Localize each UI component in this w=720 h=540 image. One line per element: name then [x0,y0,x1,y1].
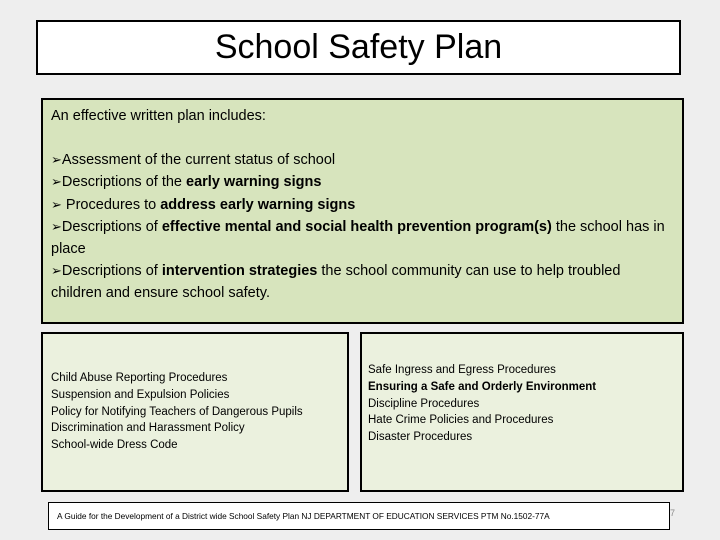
arrow-bullet-icon: ➢ [51,263,62,278]
policies-box [41,332,349,492]
bullet-bold-text: early warning signs [186,174,322,190]
procedures-box [360,332,684,492]
list-item: Safe Ingress and Egress Procedures [368,364,556,376]
list-item: Discipline Procedures [368,397,480,410]
list-item: Suspension and Expulsion Policies [51,388,230,401]
bullet-text-tail: the school has in place [51,219,665,257]
bullet-text: Descriptions of the [61,174,187,190]
bullet-item-5 [51,260,674,304]
list-item: Hate Crime Policies and Procedures [368,414,554,427]
bullet-text: Descriptions of [61,263,162,279]
bullet-bold-text: intervention strategies [161,263,318,279]
arrow-bullet-icon: ➢ [51,196,62,212]
arrow-bullet-icon: ➢ [51,174,62,189]
list-item: Disaster Procedures [368,431,473,444]
bullet-item-2 [51,171,674,194]
list-item: Child Abuse Reporting Procedures [51,372,228,384]
bullet-bold-text: effective mental and social health prevention program(s) [161,219,552,235]
list-item: School-wide Dress Code [51,439,178,452]
list-item: Policy for Notifying Teachers of Dangerous Pupils [51,405,303,418]
arrow-bullet-icon: ➢ [51,219,62,234]
footer-text: A Guide for the Development of a District wide School Safety Plan NJ DEPARTMENT OF EDUCATION SERVICES PTM No.1502-77A [57,511,550,521]
bullet-text-tail: the school community can use to help troubled children and ensure school safety. [51,263,621,301]
bullet-text: Descriptions of [61,219,162,235]
spacer [51,128,674,149]
intro-text: An effective written plan includes: [51,108,266,124]
bullet-bold-text: address early warning signs [160,196,356,213]
plan-includes-box [41,98,684,324]
bullet-item-1 [51,149,674,172]
source-footer [48,502,670,530]
arrow-bullet-icon: ➢ [51,151,62,167]
bullet-item-3 [51,194,674,217]
bullet-item-4 [51,216,674,260]
list-item: Discrimination and Harassment Policy [51,422,245,435]
slide-title: School Safety Plan [214,28,503,66]
bullet-text: Assessment of the current status of school [61,151,336,168]
list-item-emphasized: Ensuring a Safe and Orderly Environment [368,380,597,393]
title-box [36,20,681,75]
bullet-text: Procedures to [61,196,161,213]
page-number: 7 [670,508,676,518]
